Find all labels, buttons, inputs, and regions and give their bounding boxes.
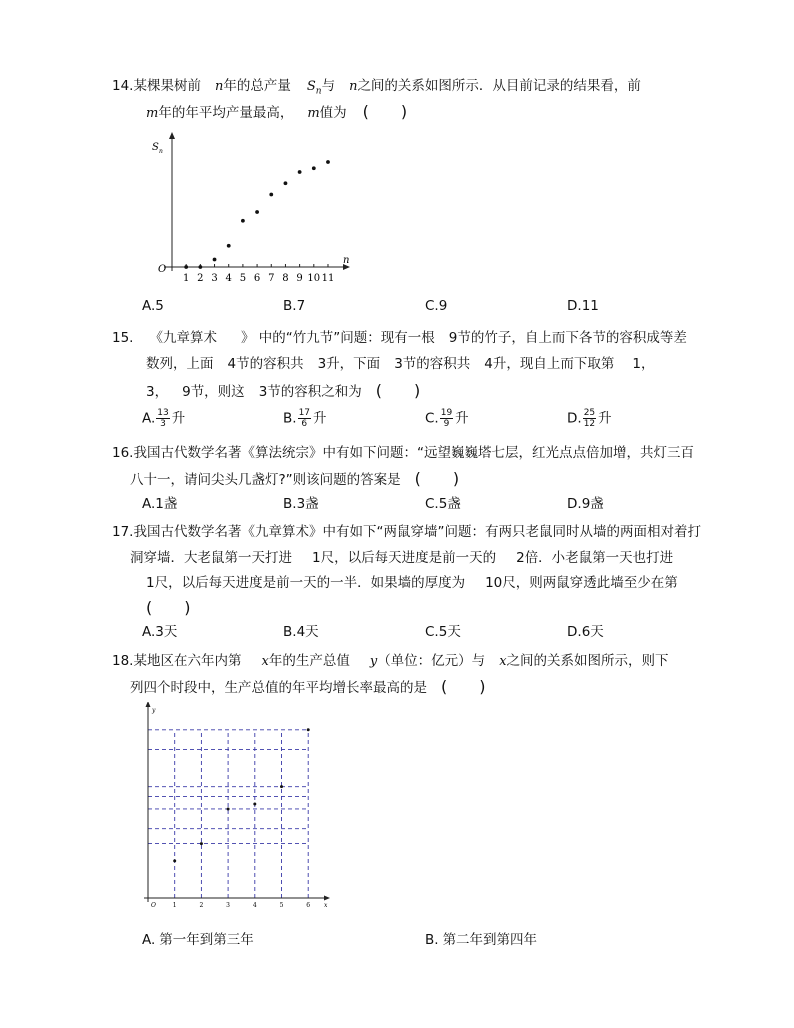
q16-number: 16. xyxy=(112,445,134,461)
q15-option-a[interactable]: A. $\frac{13}{3}$ 升 xyxy=(142,408,186,429)
q17-option-b[interactable]: B.4天 xyxy=(283,624,319,640)
x-tick-label: 3 xyxy=(226,902,231,909)
q15-option-c[interactable]: C. $\frac{19}{9}$ 升 xyxy=(425,408,469,429)
q16-option-a[interactable]: A.1盏 xyxy=(142,496,178,512)
x-tick-label: 11 xyxy=(321,273,335,284)
q14-option-a[interactable]: A.5 xyxy=(142,298,164,314)
y-axis-label: S xyxy=(152,142,159,153)
q14-line1: 14.某棵果树前 n年的总产量 $S_n$与 n之间的关系如图所示．从目前记录的结果看，前 xyxy=(112,78,641,97)
q17-option-a[interactable]: A.3天 xyxy=(142,624,178,640)
q17-option-d[interactable]: D.6天 xyxy=(567,624,604,640)
q17-line4 xyxy=(146,598,191,619)
y-axis-label-sub: n xyxy=(159,148,163,155)
x-tick-label: 1 xyxy=(182,273,190,284)
q15-option-d[interactable]: D. $\frac{25}{12}$ 升 xyxy=(567,408,612,429)
x-tick-label: 8 xyxy=(282,273,289,284)
q15-line2: 数列，上面 4节的容积共 3升，下面 3节的容积共 4升，现自上而下取第 1， xyxy=(146,356,655,372)
q14-number: 14. xyxy=(112,78,134,94)
q17-line3: 1尺，以后每天进度是前一天的一半．如果墙的厚度为 10尺，则两鼠穿透此墙至少在第 xyxy=(146,575,678,591)
x-tick-label: 2 xyxy=(199,902,204,909)
x-axis-label: x xyxy=(324,902,328,909)
q18-option-a[interactable]: A. 第一年到第三年 xyxy=(142,932,254,948)
data-point xyxy=(227,244,231,248)
answer-blank: ( ) xyxy=(441,677,486,696)
q17-number: 17. xyxy=(112,524,134,540)
q14-scatter-chart xyxy=(140,130,360,290)
y-axis-arrow xyxy=(169,132,175,139)
data-point xyxy=(255,210,259,214)
answer-blank: ( ) xyxy=(362,102,408,121)
q16-line1: 16.我国古代数学名著《算法统宗》中有如下问题：“远望巍巍塔七层，红光点点倍加增，共灯三百 xyxy=(112,445,694,461)
x-tick-label: 6 xyxy=(253,273,261,284)
x-tick-label: 9 xyxy=(296,273,303,284)
q14-option-c[interactable]: C.9 xyxy=(425,298,448,314)
data-point xyxy=(284,181,288,185)
x-tick-label: 4 xyxy=(225,273,232,284)
q17-line1: 17.我国古代数学名著《九章算术》中有如下“两鼠穿墙”问题：有两只老鼠同时从墙的两面相对着打 xyxy=(112,524,701,540)
q15-line3: 3， 9节，则这 3节的容积之和为 ( ) xyxy=(146,381,421,400)
x-axis-arrow xyxy=(324,896,330,901)
q15-option-b[interactable]: B. $\frac{17}{6}$ 升 xyxy=(283,408,327,429)
q16-option-b[interactable]: B.3盏 xyxy=(283,496,319,512)
x-tick-label: 1 xyxy=(172,902,177,909)
x-axis-label: n xyxy=(343,255,350,266)
q17-option-c[interactable]: C.5天 xyxy=(425,624,461,640)
data-point xyxy=(307,728,310,731)
answer-blank: ( ) xyxy=(375,381,421,400)
q18-line2: 列四个时段中，生产总值的年平均增长率最高的是 ( ) xyxy=(130,677,486,696)
data-point xyxy=(269,193,273,197)
x-tick-label: 5 xyxy=(279,902,284,909)
y-axis-arrow xyxy=(146,702,151,707)
q14-line2: m年的年平均产量最高， m值为 ( ) xyxy=(146,102,408,121)
data-point xyxy=(213,258,217,262)
data-point xyxy=(198,265,202,269)
q18-grid-chart xyxy=(130,702,330,917)
origin-label: O xyxy=(158,264,167,275)
data-point xyxy=(184,265,188,269)
origin-label: O xyxy=(151,902,156,909)
answer-blank: ( ) xyxy=(414,469,460,488)
q14-option-b[interactable]: B.7 xyxy=(283,298,306,314)
data-point xyxy=(298,170,302,174)
data-point xyxy=(173,859,176,862)
q18-number: 18. xyxy=(112,653,134,669)
x-tick-label: 6 xyxy=(306,902,311,909)
x-tick-label: 3 xyxy=(211,273,218,284)
q15-number: 15. xyxy=(112,330,134,346)
q18-option-b[interactable]: B. 第二年到第四年 xyxy=(425,932,538,948)
data-point xyxy=(227,807,230,810)
data-point xyxy=(241,219,245,223)
x-tick-label: 7 xyxy=(268,273,275,284)
q18-line1: 18.某地区在六年内第 x年的生产总值 y（单位：亿元）与 x之间的关系如图所示，则下 xyxy=(112,653,669,669)
data-point xyxy=(326,160,330,164)
x-tick-label: 5 xyxy=(239,273,247,284)
x-tick-label: 4 xyxy=(252,902,257,909)
q16-option-c[interactable]: C.5盏 xyxy=(425,496,461,512)
x-tick-label: 2 xyxy=(197,273,204,284)
data-point xyxy=(280,785,283,788)
answer-blank: ( ) xyxy=(146,598,191,617)
q16-option-d[interactable]: D.9盏 xyxy=(567,496,604,512)
data-point xyxy=(200,842,203,845)
q17-line2: 洞穿墙．大老鼠第一天打进 1尺，以后每天进度是前一天的 2倍．小老鼠第一天也打进 xyxy=(130,550,674,566)
x-tick-label: 10 xyxy=(307,273,321,284)
data-point xyxy=(253,803,256,806)
q15-line1: 15. 《九章算术 》 中的“竹九节”问题：现有一根 9节的竹子，自上而下各节的容积成等差 xyxy=(112,330,687,346)
y-axis-label: y xyxy=(152,707,156,714)
q16-line2: 八十一，请问尖头几盏灯?”则该问题的答案是 ( ) xyxy=(130,469,460,488)
data-point xyxy=(312,166,316,170)
q14-option-d[interactable]: D.11 xyxy=(567,298,599,314)
